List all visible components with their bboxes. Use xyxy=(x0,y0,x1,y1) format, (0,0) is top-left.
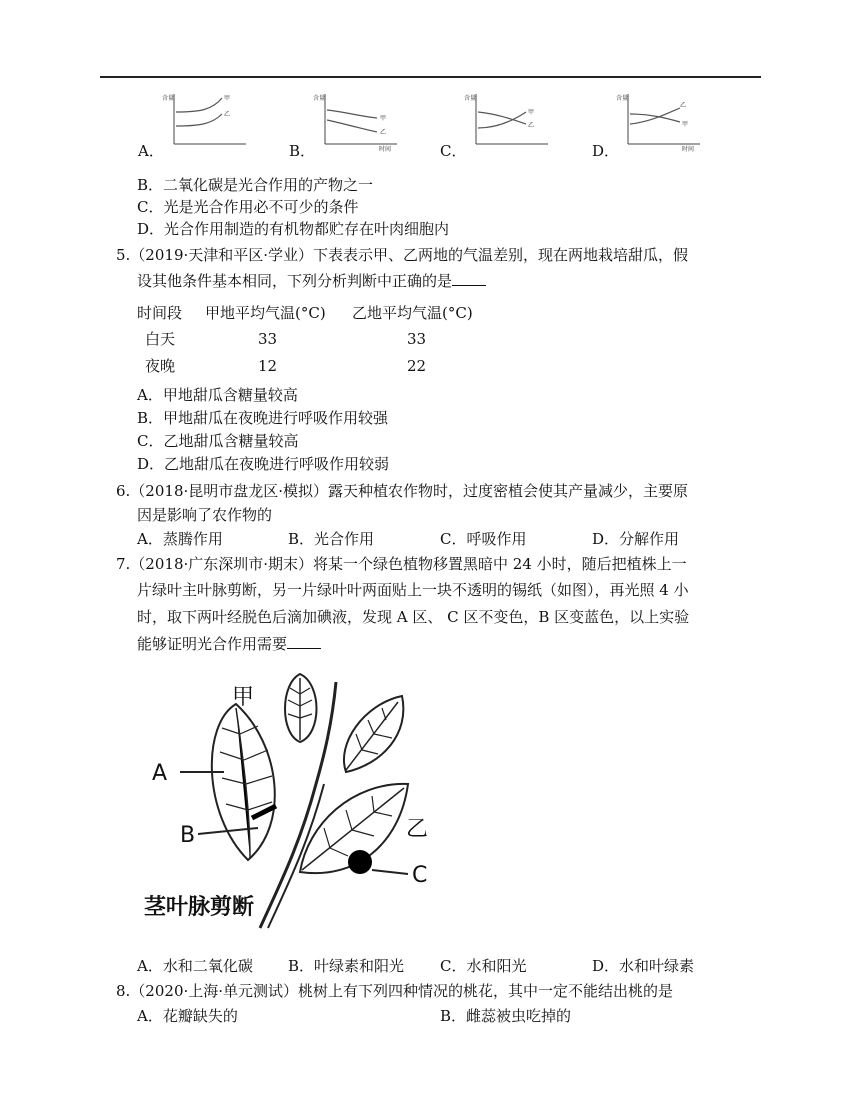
q8-stem-line1: 8.（2020·上海·单元测试）桃树上有下列四种情况的桃花，其中一定不能结出桃的是 xyxy=(116,982,674,1000)
q6-stem-line2: 因是影响了农作物的 xyxy=(137,506,273,524)
q7-option-a: A．水和二氧化碳 xyxy=(137,957,253,975)
q5-option-a: A．甲地甜瓜含糖量较高 xyxy=(137,386,298,404)
q4-option-d: D．光合作用制造的有机物都贮存在叶肉细胞内 xyxy=(137,220,450,238)
q7-stem-line1: 7.（2018·广东深圳市·期末）将某一个绿色植物移置黑暗中 24 小时，随后把植株上一 xyxy=(116,555,687,573)
figure-caption: 茎叶脉剪断 xyxy=(144,895,255,920)
q5-stem-line2 xyxy=(137,270,486,292)
q6-option-a: A．蒸腾作用 xyxy=(137,530,223,548)
q5-option-d: D．乙地甜瓜在夜晚进行呼吸作用较弱 xyxy=(137,455,390,473)
graph-option-b xyxy=(285,88,405,158)
q8-option-b: B．雌蕊被虫吃掉的 xyxy=(440,1007,572,1025)
x-axis-label: 时间 xyxy=(682,146,695,152)
figure-label-jia: 甲 xyxy=(232,685,255,710)
table-header: 乙地平均气温(°C) xyxy=(352,304,473,322)
x-axis-label: 时间 xyxy=(379,146,392,152)
graph-option-d xyxy=(588,88,708,158)
curve-label: 乙 xyxy=(224,111,231,118)
q7-option-b: B．叶绿素和阳光 xyxy=(288,957,405,975)
curve-label: 乙 xyxy=(380,129,387,136)
option-letter: A． xyxy=(138,142,164,160)
figure-label-c: C xyxy=(412,863,428,888)
figure-label-a: A xyxy=(152,761,168,786)
q5-option-c: C．乙地甜瓜含糖量较高 xyxy=(137,432,299,450)
table-cell: 12 xyxy=(258,357,278,375)
table-cell: 33 xyxy=(258,330,278,348)
figure-label-b: B xyxy=(180,823,196,848)
q5-option-b: B．甲地甜瓜在夜晚进行呼吸作用较强 xyxy=(137,409,389,427)
answer-blank xyxy=(287,634,321,649)
table-cell: 33 xyxy=(407,330,427,348)
q6-option-c: C．呼吸作用 xyxy=(440,530,527,548)
curve-label: 甲 xyxy=(528,109,535,116)
y-axis-label: 含量 xyxy=(464,95,477,102)
header-rule xyxy=(100,76,761,78)
q7-stem-line2: 片绿叶主叶脉剪断，另一片绿叶叶两面贴上一块不透明的锡纸（如图），再光照 4 小 xyxy=(137,581,689,599)
line-graph xyxy=(160,90,250,152)
curve-label: 甲 xyxy=(380,115,387,122)
graph-option-c xyxy=(436,88,556,158)
line-graph xyxy=(462,90,552,152)
q7-stem-text: 能够证明光合作用需要 xyxy=(137,635,288,653)
foil-spot xyxy=(348,850,372,874)
curve-label: 乙 xyxy=(680,102,687,109)
option-letter: B． xyxy=(289,142,316,160)
q7-stem-line4 xyxy=(137,633,321,655)
table-cell: 夜晚 xyxy=(145,357,176,375)
q7-option-d: D．水和叶绿素 xyxy=(592,957,695,975)
q5-stem-text: 设其他条件基本相同，下列分析判断中正确的是 xyxy=(137,272,453,290)
option-letter: C． xyxy=(440,142,467,160)
table-header: 时间段 xyxy=(137,304,183,322)
q5-stem-line1: 5.（2019·天津和平区·学业）下表表示甲、乙两地的气温差别，现在两地栽培甜瓜，假 xyxy=(116,246,689,264)
q6-option-d: D．分解作用 xyxy=(592,530,680,548)
q4-option-c: C．光是光合作用必不可少的条件 xyxy=(137,198,359,216)
q7-stem-line3: 时，取下两叶经脱色后滴加碘液，发现 A 区、 C 区不变色，B 区变蓝色，以上实验 xyxy=(137,608,690,626)
temperature-table xyxy=(137,300,497,380)
q4-option-b: B．二氧化碳是光合作用的产物之一 xyxy=(137,176,374,194)
option-letter: D． xyxy=(592,142,620,160)
answer-blank xyxy=(452,271,486,286)
q7-option-c: C．水和阳光 xyxy=(440,957,527,975)
q8-option-a: A．花瓣缺失的 xyxy=(137,1007,238,1025)
q6-stem-line1: 6.（2018·昆明市盘龙区·模拟）露天种植农作物时，过度密植会使其产量减少，主要原 xyxy=(116,482,689,500)
table-cell: 白天 xyxy=(145,330,176,348)
curve-label: 乙 xyxy=(528,122,535,129)
y-axis-label: 含量 xyxy=(313,95,326,102)
table-header: 甲地平均气温(°C) xyxy=(205,304,326,322)
table-cell: 22 xyxy=(407,357,427,375)
figure-label-yi: 乙 xyxy=(406,817,429,842)
leaf-experiment-figure xyxy=(140,664,450,934)
y-axis-label: 含量 xyxy=(616,95,629,102)
curve-label: 甲 xyxy=(682,121,689,128)
line-graph xyxy=(311,90,401,152)
graph-option-a xyxy=(134,88,254,158)
curve-label: 甲 xyxy=(224,95,231,102)
y-axis-label: 含量 xyxy=(162,95,175,102)
line-graph xyxy=(614,90,704,152)
q6-option-b: B．光合作用 xyxy=(288,530,375,548)
